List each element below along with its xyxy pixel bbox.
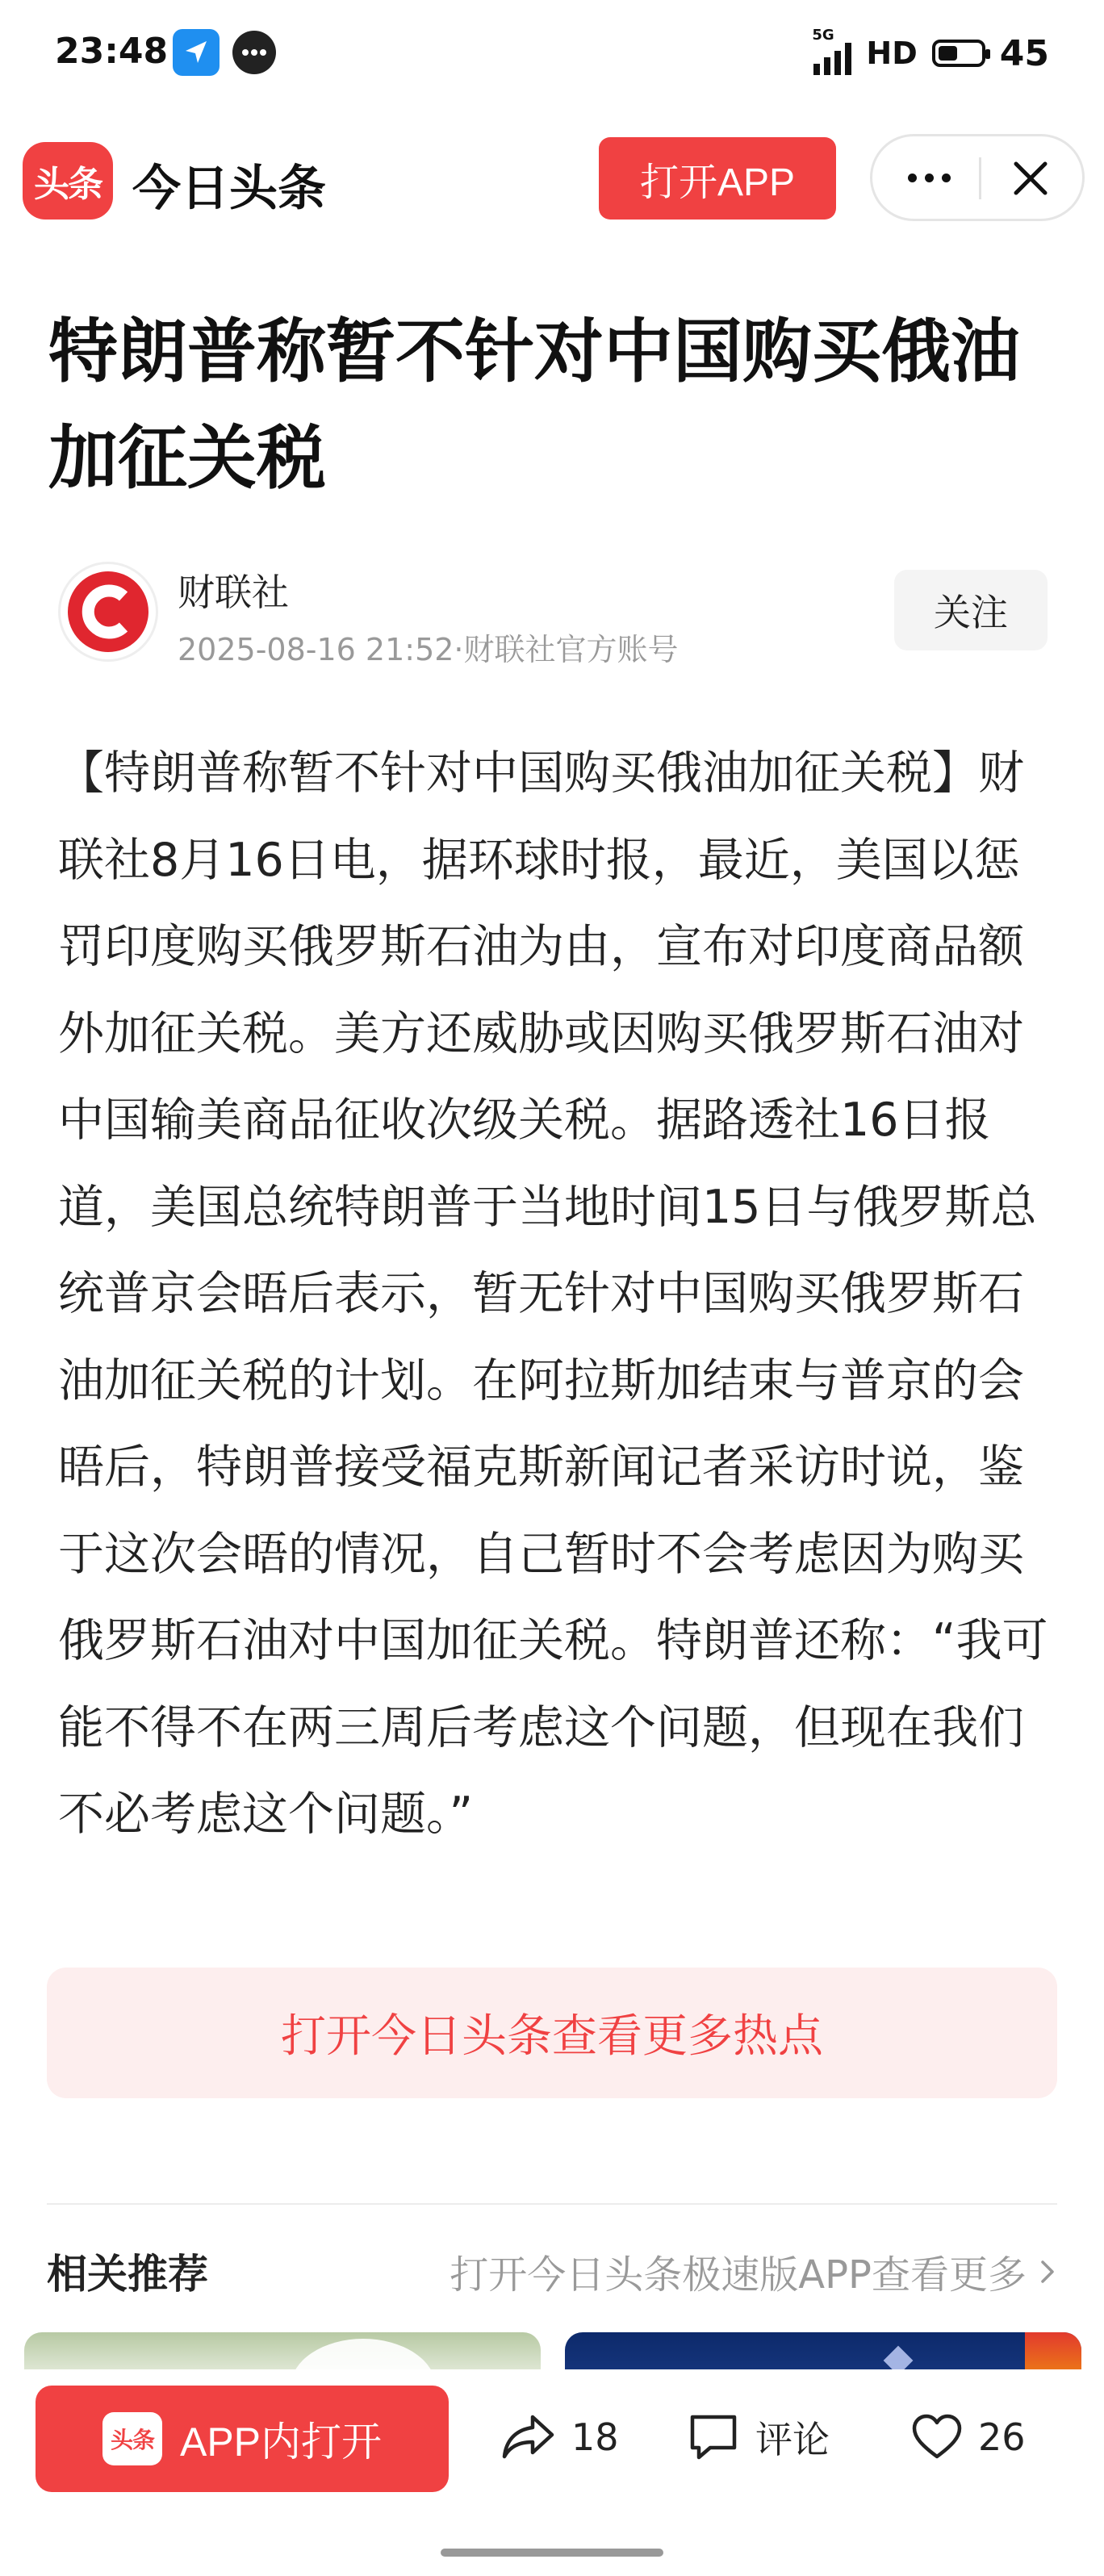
battery-icon bbox=[932, 40, 985, 67]
close-icon[interactable] bbox=[1008, 156, 1053, 201]
mini-program-capsule bbox=[870, 134, 1085, 221]
capsule-divider bbox=[979, 157, 981, 199]
status-bar bbox=[0, 0, 1104, 105]
open-in-app-label: APP内打开 bbox=[179, 2419, 383, 2465]
chevron-right-icon bbox=[1038, 2256, 1057, 2288]
article-title: 特朗普称暂不针对中国购买俄油加征关税 bbox=[48, 312, 1020, 499]
signal-icon bbox=[812, 27, 851, 75]
brand-name: 今日头条 bbox=[132, 161, 326, 217]
like-count: 26 bbox=[978, 2415, 1026, 2459]
bottom-bar bbox=[0, 2369, 1104, 2576]
status-right bbox=[813, 29, 1049, 77]
author-meta: 2025-08-16 21:52·财联社官方账号 bbox=[178, 632, 679, 667]
network-label: 5G bbox=[812, 27, 834, 44]
related-more-label: 打开今日头条极速版APP查看更多 bbox=[450, 2252, 1027, 2298]
toutiao-mini-logo: 头条 bbox=[102, 2412, 162, 2465]
home-indicator bbox=[441, 2549, 663, 2557]
battery-percent: 45 bbox=[999, 32, 1049, 74]
divider bbox=[47, 2203, 1057, 2205]
heart-icon bbox=[910, 2413, 964, 2461]
related-more-link[interactable] bbox=[450, 2244, 1057, 2299]
more-icon[interactable] bbox=[908, 174, 951, 182]
app-header bbox=[0, 121, 1104, 237]
chat-app-icon bbox=[232, 31, 276, 74]
related-title: 相关推荐 bbox=[47, 2251, 208, 2298]
status-time: 23:48 bbox=[55, 31, 169, 72]
share-icon bbox=[500, 2412, 557, 2462]
comment-label: 评论 bbox=[755, 2418, 830, 2461]
open-app-button[interactable]: 打开APP bbox=[599, 137, 836, 220]
comment-button[interactable] bbox=[686, 2405, 830, 2469]
article-body: 【特朗普称暂不针对中国购买俄油加征关税】财联社8月16日电，据环球时报，最近，美国以惩罚印度购买俄罗斯石油为由，宣布对印度商品额外加征关税。美方还威胁或因购买俄罗斯石油对中国输美商品征收次级关税。据路透社16日报道，美国总统特朗普于当地时间15日与俄罗斯总统普京会晤后表示，暂无针对中国购买俄罗斯石油加征关税的计划。在阿拉斯加结束与普京的会晤后，特朗普接受福克斯新闻记者采访时说，鉴于这次会晤的情况，自己暂时不会考虑因为购买俄罗斯石油对中国加征关税。特朗普还称：“我可能不得不在两三周后考虑这个问题，但现在我们不必考虑这个问题。” bbox=[58, 746, 1048, 1841]
share-count: 18 bbox=[571, 2415, 619, 2459]
like-button[interactable] bbox=[910, 2405, 1026, 2469]
author-avatar[interactable] bbox=[58, 562, 158, 662]
share-button[interactable] bbox=[500, 2405, 619, 2469]
follow-button[interactable]: 关注 bbox=[894, 570, 1048, 650]
hd-label: HD bbox=[866, 36, 918, 71]
author-name[interactable]: 财联社 bbox=[178, 571, 289, 614]
open-in-app-button[interactable] bbox=[36, 2386, 449, 2492]
comment-icon bbox=[686, 2412, 741, 2462]
toutiao-logo: 头条 bbox=[23, 142, 113, 220]
navigation-app-icon bbox=[173, 29, 220, 76]
open-more-hotspots-button[interactable]: 打开今日头条查看更多热点 bbox=[47, 1968, 1057, 2098]
